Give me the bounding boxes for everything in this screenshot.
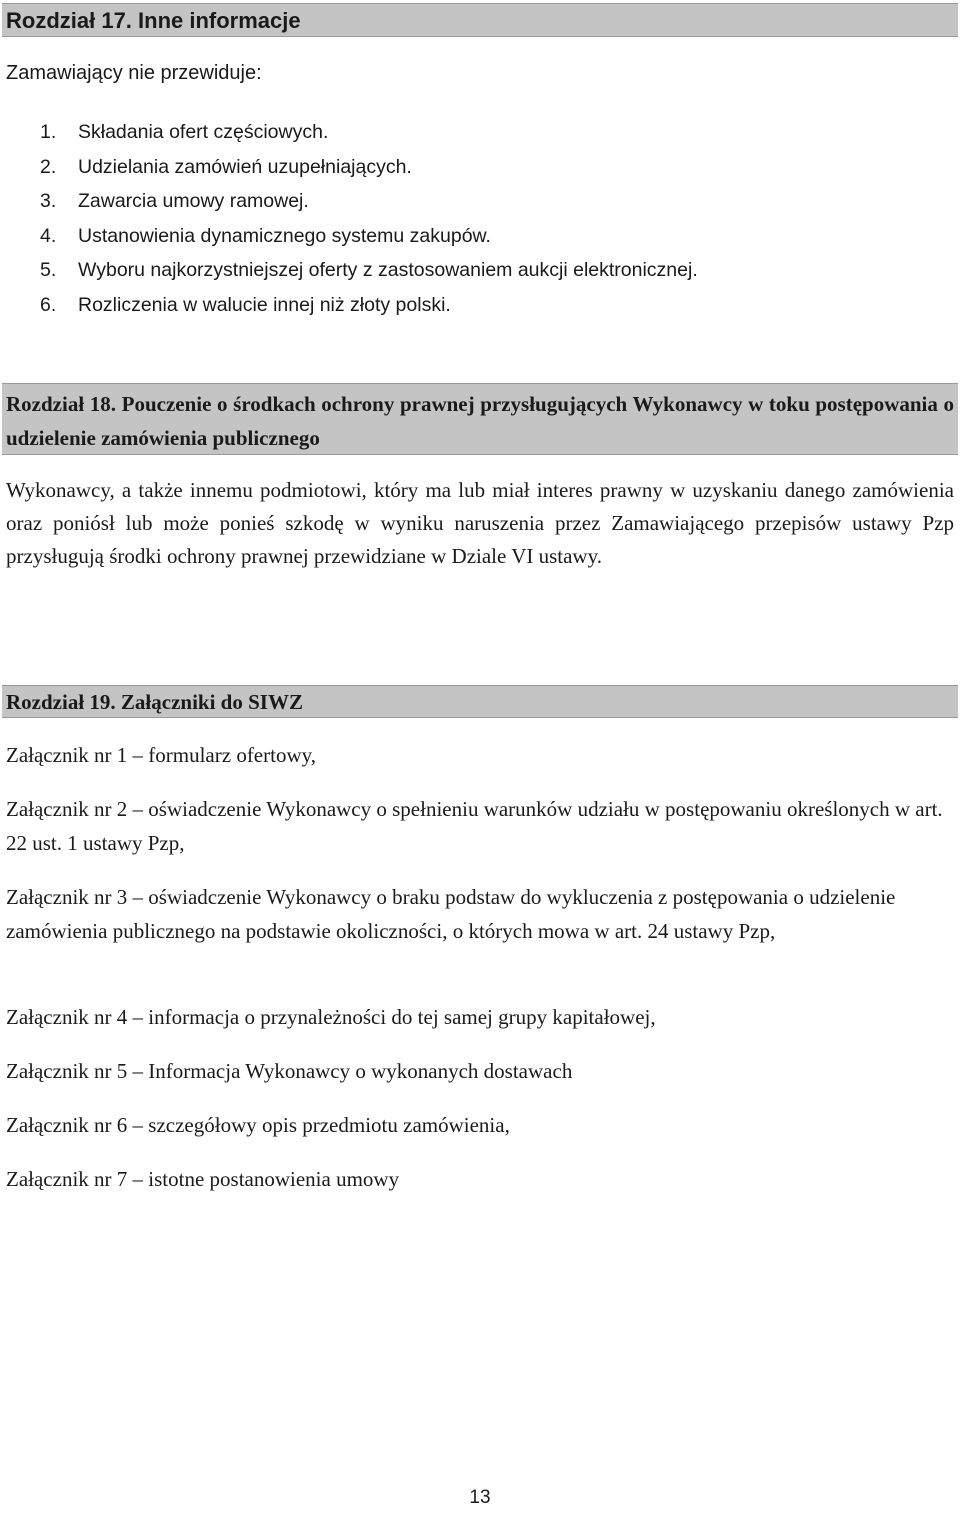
attachment-item: Załącznik nr 1 – formularz ofertowy,	[6, 743, 317, 767]
list-item	[40, 288, 698, 323]
list-item-number: 1.	[40, 121, 57, 143]
list-item-number: 6.	[40, 293, 57, 316]
list-item-number: 4.	[40, 224, 57, 247]
attachment-item: Załącznik nr 4 – informacja o przynależności do tej samej grupy kapitałowej,	[6, 1005, 656, 1029]
attachment-item: Załącznik nr 6 – szczegółowy opis przedmiotu zamówienia,	[6, 1113, 510, 1137]
page-number: 13	[469, 1487, 491, 1508]
list-item-number: 3.	[40, 190, 57, 212]
list-item-text: Rozliczenia w walucie innej niż złoty polski.	[78, 293, 451, 316]
attachment-item: Załącznik nr 3 – oświadczenie Wykonawcy o braku podstaw do wykluczenia z postępowania o udzielenie zamówienia publicznego na podstawie okoliczności, o których mowa w art. 24 ustawy Pzp,	[6, 885, 896, 943]
list-item-text: Składania ofert częściowych.	[78, 121, 329, 143]
attachment-item: Załącznik nr 2 – oświadczenie Wykonawcy o spełnieniu warunków udziału w postępowaniu określonych w art. 22 ust. 1 ustawy Pzp,	[6, 797, 943, 855]
chapter-18-heading: Rozdział 18. Pouczenie o środkach ochrony prawnej przysługujących Wykonawcy w toku postępowania o udzielenie zamówienia publicznego	[2, 383, 958, 455]
chapter-17-list	[40, 115, 698, 322]
list-item-number: 2.	[40, 155, 57, 178]
list-item-number: 5.	[40, 259, 57, 281]
list-item-text: Ustanowienia dynamicznego systemu zakupów.	[78, 224, 491, 247]
list-item-text: Udzielania zamówień uzupełniających.	[78, 155, 412, 178]
list-item	[40, 253, 698, 288]
list-item	[40, 115, 698, 150]
attachment-item: Załącznik nr 5 – Informacja Wykonawcy o wykonanych dostawach	[6, 1059, 573, 1083]
list-item	[40, 184, 698, 219]
chapter-18-body: Wykonawcy, a także innemu podmiotowi, który ma lub miał interes prawny w uzyskaniu danego zamówienia oraz poniósł lub może ponieś szkodę w wyniku naruszenia przez Zamawiającego przepisów ustawy Pzp przysługują środki ochrony prawnej przewidziane w Dziale VI ustawy.	[6, 478, 954, 568]
chapter-17-intro: Zamawiający nie przewiduje:	[6, 62, 262, 84]
chapter-19-heading: Rozdział 19. Załączniki do SIWZ	[2, 685, 958, 718]
list-item-text: Zawarcia umowy ramowej.	[78, 190, 309, 212]
chapter-17-heading: Rozdział 17. Inne informacje	[2, 3, 958, 37]
attachment-item: Załącznik nr 7 – istotne postanowienia umowy	[6, 1167, 400, 1191]
list-item	[40, 150, 698, 185]
list-item	[40, 219, 698, 254]
list-item-text: Wyboru najkorzystniejszej oferty z zastosowaniem aukcji elektronicznej.	[78, 259, 698, 281]
